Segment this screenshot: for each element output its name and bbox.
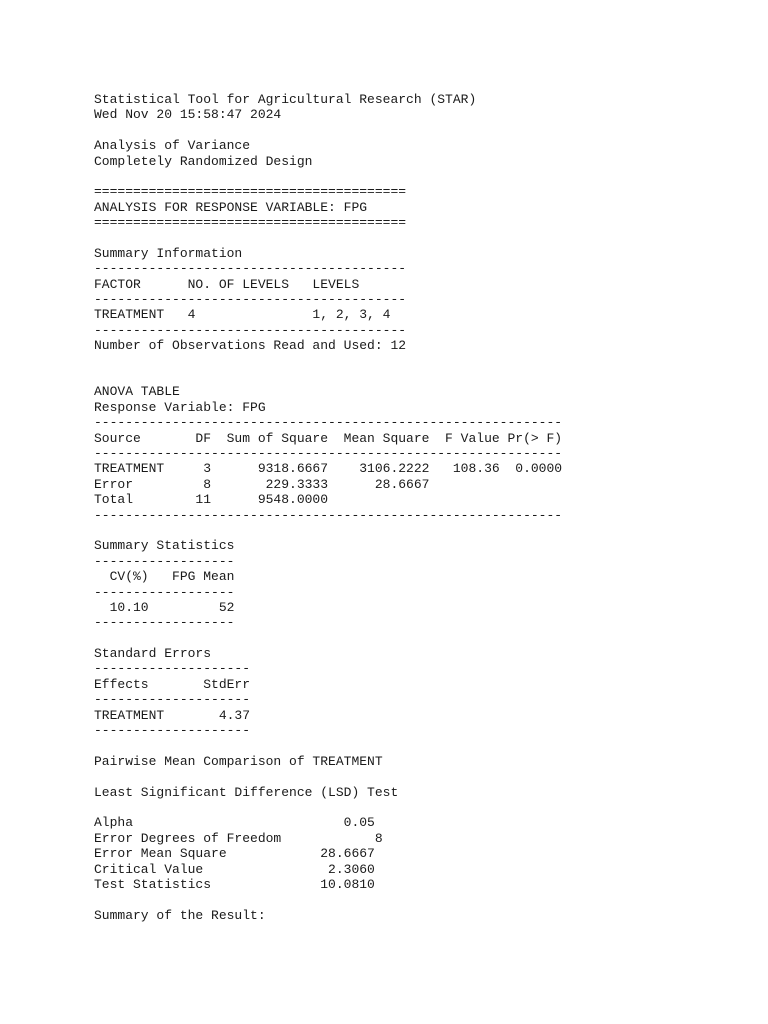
- output-line: CV(%) FPG Mean: [94, 569, 235, 585]
- output-line: Alpha 0.05: [94, 815, 375, 831]
- output-line: ------------------: [94, 553, 235, 569]
- output-line: FACTOR NO. OF LEVELS LEVELS: [94, 276, 360, 292]
- output-line: [94, 738, 562, 753]
- output-line: ----------------------------------------: [94, 261, 407, 277]
- output-line: [94, 169, 562, 184]
- output-line: TREATMENT 4 1, 2, 3, 4: [94, 307, 391, 323]
- output-line: Statistical Tool for Agricultural Research (STAR): [94, 92, 477, 107]
- output-line: ========================================: [94, 184, 407, 200]
- output-line: Least Significant Difference (LSD) Test: [94, 784, 399, 800]
- output-line: Summary Statistics: [94, 538, 235, 554]
- output-line: TREATMENT 4.37: [94, 707, 251, 723]
- output-line: ========================================: [94, 215, 407, 231]
- output-line: [94, 892, 562, 907]
- output-line: [94, 231, 562, 246]
- output-line: [94, 369, 562, 384]
- output-line: ANOVA TABLE: [94, 384, 180, 400]
- output-line: [94, 631, 562, 646]
- output-line: Error Degrees of Freedom 8: [94, 830, 383, 846]
- output-line: Response Variable: FPG: [94, 399, 266, 415]
- output-line: Test Statistics 10.0810: [94, 876, 375, 892]
- output-line: TREATMENT 3 9318.6667 3106.2222 108.36 0.0000: [94, 461, 563, 477]
- output-line: ------------------------------------------------------------: [94, 445, 563, 461]
- output-line: [94, 769, 562, 784]
- output-line: Analysis of Variance: [94, 138, 251, 154]
- output-line: ----------------------------------------: [94, 322, 407, 338]
- output-line: ANALYSIS FOR RESPONSE VARIABLE: FPG: [94, 199, 368, 215]
- output-line: Error 8 229.3333 28.6667: [94, 476, 430, 492]
- output-line: Wed Nov 20 15:58:47 2024: [94, 107, 282, 123]
- star-output-document: [94, 92, 562, 923]
- output-line: [94, 354, 562, 369]
- output-line: Summary of the Result:: [94, 907, 266, 923]
- output-line: Total 11 9548.0000: [94, 492, 329, 508]
- output-line: Standard Errors: [94, 646, 212, 662]
- output-line: Critical Value 2.3060: [94, 861, 375, 877]
- output-line: ------------------: [94, 584, 235, 600]
- output-line: Effects StdErr: [94, 676, 251, 692]
- output-line: ------------------: [94, 615, 235, 631]
- output-line: ------------------------------------------------------------: [94, 507, 563, 523]
- output-line: Number of Observations Read and Used: 12: [94, 338, 407, 354]
- output-line: ------------------------------------------------------------: [94, 415, 563, 431]
- output-line: Pairwise Mean Comparison of TREATMENT: [94, 753, 383, 769]
- output-line: Source DF Sum of Square Mean Square F Value Pr(> F): [94, 430, 563, 446]
- output-line: [94, 523, 562, 538]
- output-line: [94, 123, 562, 138]
- output-line: Summary Information: [94, 245, 243, 261]
- output-line: [94, 800, 562, 815]
- output-line: --------------------: [94, 692, 251, 708]
- output-line: Error Mean Square 28.6667: [94, 846, 375, 862]
- output-line: --------------------: [94, 723, 251, 739]
- output-line: --------------------: [94, 661, 251, 677]
- output-line: 10.10 52: [94, 599, 235, 615]
- output-line: Completely Randomized Design: [94, 153, 313, 169]
- output-line: ----------------------------------------: [94, 292, 407, 308]
